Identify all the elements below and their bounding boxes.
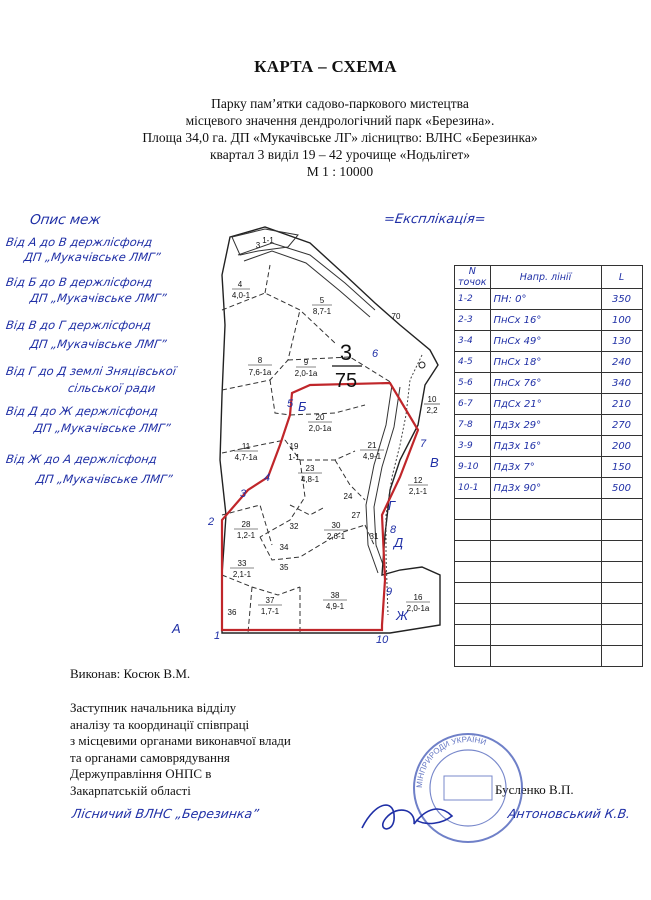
table-row: [455, 394, 643, 415]
stamp-text: МІНПРИРОДИ УКРАЇНИ: [414, 734, 488, 789]
boundary-entry-4-line1: Від Г до Д землі Зняцівської: [5, 364, 177, 378]
plot-12-info: 2,1-1: [408, 487, 428, 496]
row-direction: ПдЗх 7°: [490, 457, 601, 478]
deputy-name: Бусленко В.П.: [495, 782, 574, 797]
deputy-line-5: Держуправління ОНПС в: [70, 766, 212, 781]
row-length: 500: [601, 478, 642, 499]
deputy-line-6: Закарпатській області: [70, 782, 191, 798]
plot-8-num: 8: [257, 356, 263, 365]
row-direction: ПдСх 21°: [490, 394, 601, 415]
boundary-entry-6-line2: ДП „Мукачівське ЛМГ”: [35, 472, 174, 486]
vertex-9: 9: [386, 586, 393, 598]
explication-table: [454, 265, 643, 667]
plot-28-info: 1,2-1: [236, 531, 256, 540]
row-length: 350: [601, 289, 642, 310]
boundary-entry-6-line1: Від Ж до А держлісфонд: [5, 452, 158, 466]
boundary-entry-1-line1: Від А до В держлісфонд: [5, 235, 154, 249]
row-direction: ПдЗх 90°: [490, 478, 601, 499]
plot-23-num: 23: [305, 464, 315, 473]
plot-35-num: 35: [279, 563, 289, 572]
plot-8-info: 7,6-1а: [248, 368, 272, 377]
vertex-1: 1: [214, 630, 221, 642]
boundary-title: Опис меж: [28, 212, 102, 228]
row-length: 270: [601, 415, 642, 436]
signature-scribble: [356, 790, 466, 840]
vertex-8: 8: [390, 524, 397, 536]
point-b: Б: [298, 399, 307, 414]
road-right: [366, 385, 392, 573]
row-direction: ПнСх 16°: [490, 310, 601, 331]
row-direction: ПН: 0°: [490, 289, 601, 310]
plot-23-info: 4,8-1: [300, 475, 320, 484]
plot-11-info: 4,7-1а: [234, 453, 258, 462]
table-row-empty: [455, 541, 643, 562]
explication-label: =Експлікація=: [382, 212, 487, 227]
row-length: 130: [601, 331, 642, 352]
row-direction: ПнСх 76°: [490, 373, 601, 394]
plot-10-num: 10: [427, 395, 437, 404]
row-length: 150: [601, 457, 642, 478]
plot-3-num: 3: [255, 241, 261, 250]
row-points: 10-1: [455, 478, 491, 499]
row-length: 210: [601, 394, 642, 415]
row-direction: ПдЗх 16°: [490, 436, 601, 457]
boundary-entry-2-line2: ДП „Мукачівське ЛМГ”: [29, 291, 168, 305]
table-row: [455, 310, 643, 331]
plot-20-num: 20: [315, 413, 325, 422]
row-points: 9-10: [455, 457, 491, 478]
road-top-2: [244, 251, 370, 317]
boundary-entry-2-line1: Від Б до В держлісфонд: [5, 275, 154, 289]
vertex-7: 7: [420, 438, 427, 450]
plot-38-num: 38: [330, 591, 340, 600]
document-title: КАРТА – СХЕМА: [254, 57, 397, 76]
row-direction: ПдЗх 29°: [490, 415, 601, 436]
table-row: [455, 415, 643, 436]
plot-4-num: 4: [237, 280, 243, 289]
deputy-block: [70, 700, 291, 799]
plot-36-num: 36: [227, 608, 237, 617]
plot-32-num: 32: [289, 522, 299, 531]
plot-4-info: 4,0-1: [231, 291, 251, 300]
plot-27-num: 27: [351, 511, 361, 520]
park-map: [160, 215, 450, 655]
col-direction-header: Напр. лінії: [490, 266, 601, 289]
row-length: 100: [601, 310, 642, 331]
table-row-empty: [455, 604, 643, 625]
point-v: В: [430, 455, 439, 470]
road-top: [238, 243, 375, 310]
scale-line: М 1 : 10000: [306, 164, 374, 179]
vertex-10: 10: [376, 634, 389, 646]
plot-16-info: 2,0-1а: [406, 604, 430, 613]
vertex-5: 5: [287, 398, 294, 410]
table-row-empty: [455, 520, 643, 541]
plot-37-info: 1,7-1: [260, 607, 280, 616]
handwritten-right-note: Антоновський К.В.: [506, 806, 632, 821]
executor-line: Виконав: Косюк В.М.: [70, 666, 191, 681]
table-row: [455, 436, 643, 457]
table-row: [455, 352, 643, 373]
header-line-4: квартал 3 виділ 19 – 42 урочище «Нодьлігет»: [210, 147, 470, 162]
row-points: 4-5: [455, 352, 491, 373]
table-row: [455, 289, 643, 310]
plot-10-info: 2,2: [426, 406, 438, 415]
row-points: 3-4: [455, 331, 491, 352]
plot-24-num: 24: [343, 492, 353, 501]
point-a: А: [172, 621, 181, 636]
plot-31-num: 31: [369, 532, 379, 541]
plot-5-info: 8,7-1: [312, 307, 332, 316]
plot-5-num: 5: [319, 296, 325, 305]
plot-33-num: 33: [237, 559, 247, 568]
deputy-line-1: Заступник начальника відділу: [70, 700, 237, 715]
plot-38-info: 4,9-1: [325, 602, 345, 611]
point-d: Д: [394, 535, 404, 550]
quarter-area: 75: [334, 370, 358, 392]
row-length: 240: [601, 352, 642, 373]
plot-34-num: 34: [279, 543, 289, 552]
plot-21-num: 21: [367, 441, 377, 450]
handwritten-left-note: Лісничий ВЛНС „Березинка”: [70, 806, 260, 821]
row-direction: ПнСх 18°: [490, 352, 601, 373]
plot-9-info: 2,0-1а: [294, 369, 318, 378]
plot-12-num: 12: [413, 476, 423, 485]
plot-21-info: 4,9-1: [362, 452, 382, 461]
plot-9-num: 9: [303, 358, 309, 367]
header-line-1: Парку пам’ятки садово-паркового мистецтва: [211, 96, 469, 111]
table-row: [455, 457, 643, 478]
row-points: 3-9: [455, 436, 491, 457]
plot-19-num: 19: [289, 442, 299, 451]
plot-19-info: 1-1: [288, 453, 300, 462]
row-points: 6-7: [455, 394, 491, 415]
plot-11-num: 11: [241, 442, 251, 451]
row-direction: ПнСх 49°: [490, 331, 601, 352]
vertex-2: 2: [208, 516, 215, 528]
table-row-empty: [455, 646, 643, 667]
table-row-empty: [455, 583, 643, 604]
header-line-3: Площа 34,0 га. ДП «Мукачівське ЛГ» лісництво: ВЛНС «Березинка»: [142, 130, 538, 145]
row-points: 7-8: [455, 415, 491, 436]
plot-16-num: 16: [413, 593, 423, 602]
quarter-number: 3: [339, 340, 353, 365]
point-g: Г: [388, 498, 396, 513]
plot-30-num: 30: [331, 521, 341, 530]
header-line-2: місцевого значення дендрологічний парк «Березина».: [185, 113, 495, 128]
table-row-empty: [455, 625, 643, 646]
table-row: [455, 478, 643, 499]
boundary-entry-5-line2: ДП „Мукачівське ЛМГ”: [33, 421, 172, 435]
table-row-empty: [455, 562, 643, 583]
deputy-line-4: та органами самоврядування: [70, 749, 230, 765]
point-zh: Ж: [396, 608, 408, 623]
vertex-3: 3: [240, 488, 247, 500]
table-row-empty: [455, 499, 643, 520]
plot-20-info: 2,0-1а: [308, 424, 332, 433]
row-length: 340: [601, 373, 642, 394]
boundary-entry-3-line1: Від В до Г держлісфонд: [5, 318, 152, 332]
boundary-entry-4-line2: сільської ради: [67, 381, 157, 395]
plot-1-1-num: 1-1: [262, 236, 274, 245]
row-points: 2-3: [455, 310, 491, 331]
marker-circle: [419, 362, 425, 368]
plot-70-num: 70: [391, 312, 401, 321]
plot-30-info: 2,6-1: [326, 532, 346, 541]
row-points: 1-2: [455, 289, 491, 310]
table-row: [455, 373, 643, 394]
boundary-entry-1-line2: ДП „Мукачівське ЛМГ”: [23, 250, 162, 264]
plot-37-num: 37: [265, 596, 275, 605]
boundary-entry-3-line2: ДП „Мукачівське ЛМГ”: [29, 337, 168, 351]
deputy-line-2: аналізу та координації співпраці: [70, 716, 250, 732]
col-length-header: L: [601, 266, 642, 289]
vertex-6: 6: [372, 348, 379, 360]
col-points-header: N точок: [455, 266, 491, 289]
boundary-entry-5-line1: Від Д до Ж держлісфонд: [5, 404, 159, 418]
svg-text:МІНПРИРОДИ УКРАЇНИ: [415, 735, 488, 788]
vertex-4: 4: [264, 472, 271, 484]
plot-33-info: 2,1-1: [232, 570, 252, 579]
plot-28-num: 28: [241, 520, 251, 529]
table-row: [455, 331, 643, 352]
row-length: 200: [601, 436, 642, 457]
deputy-line-3: з місцевими органами виконавчої влади: [70, 733, 291, 748]
explication-header-row: [455, 266, 643, 289]
row-points: 5-6: [455, 373, 491, 394]
